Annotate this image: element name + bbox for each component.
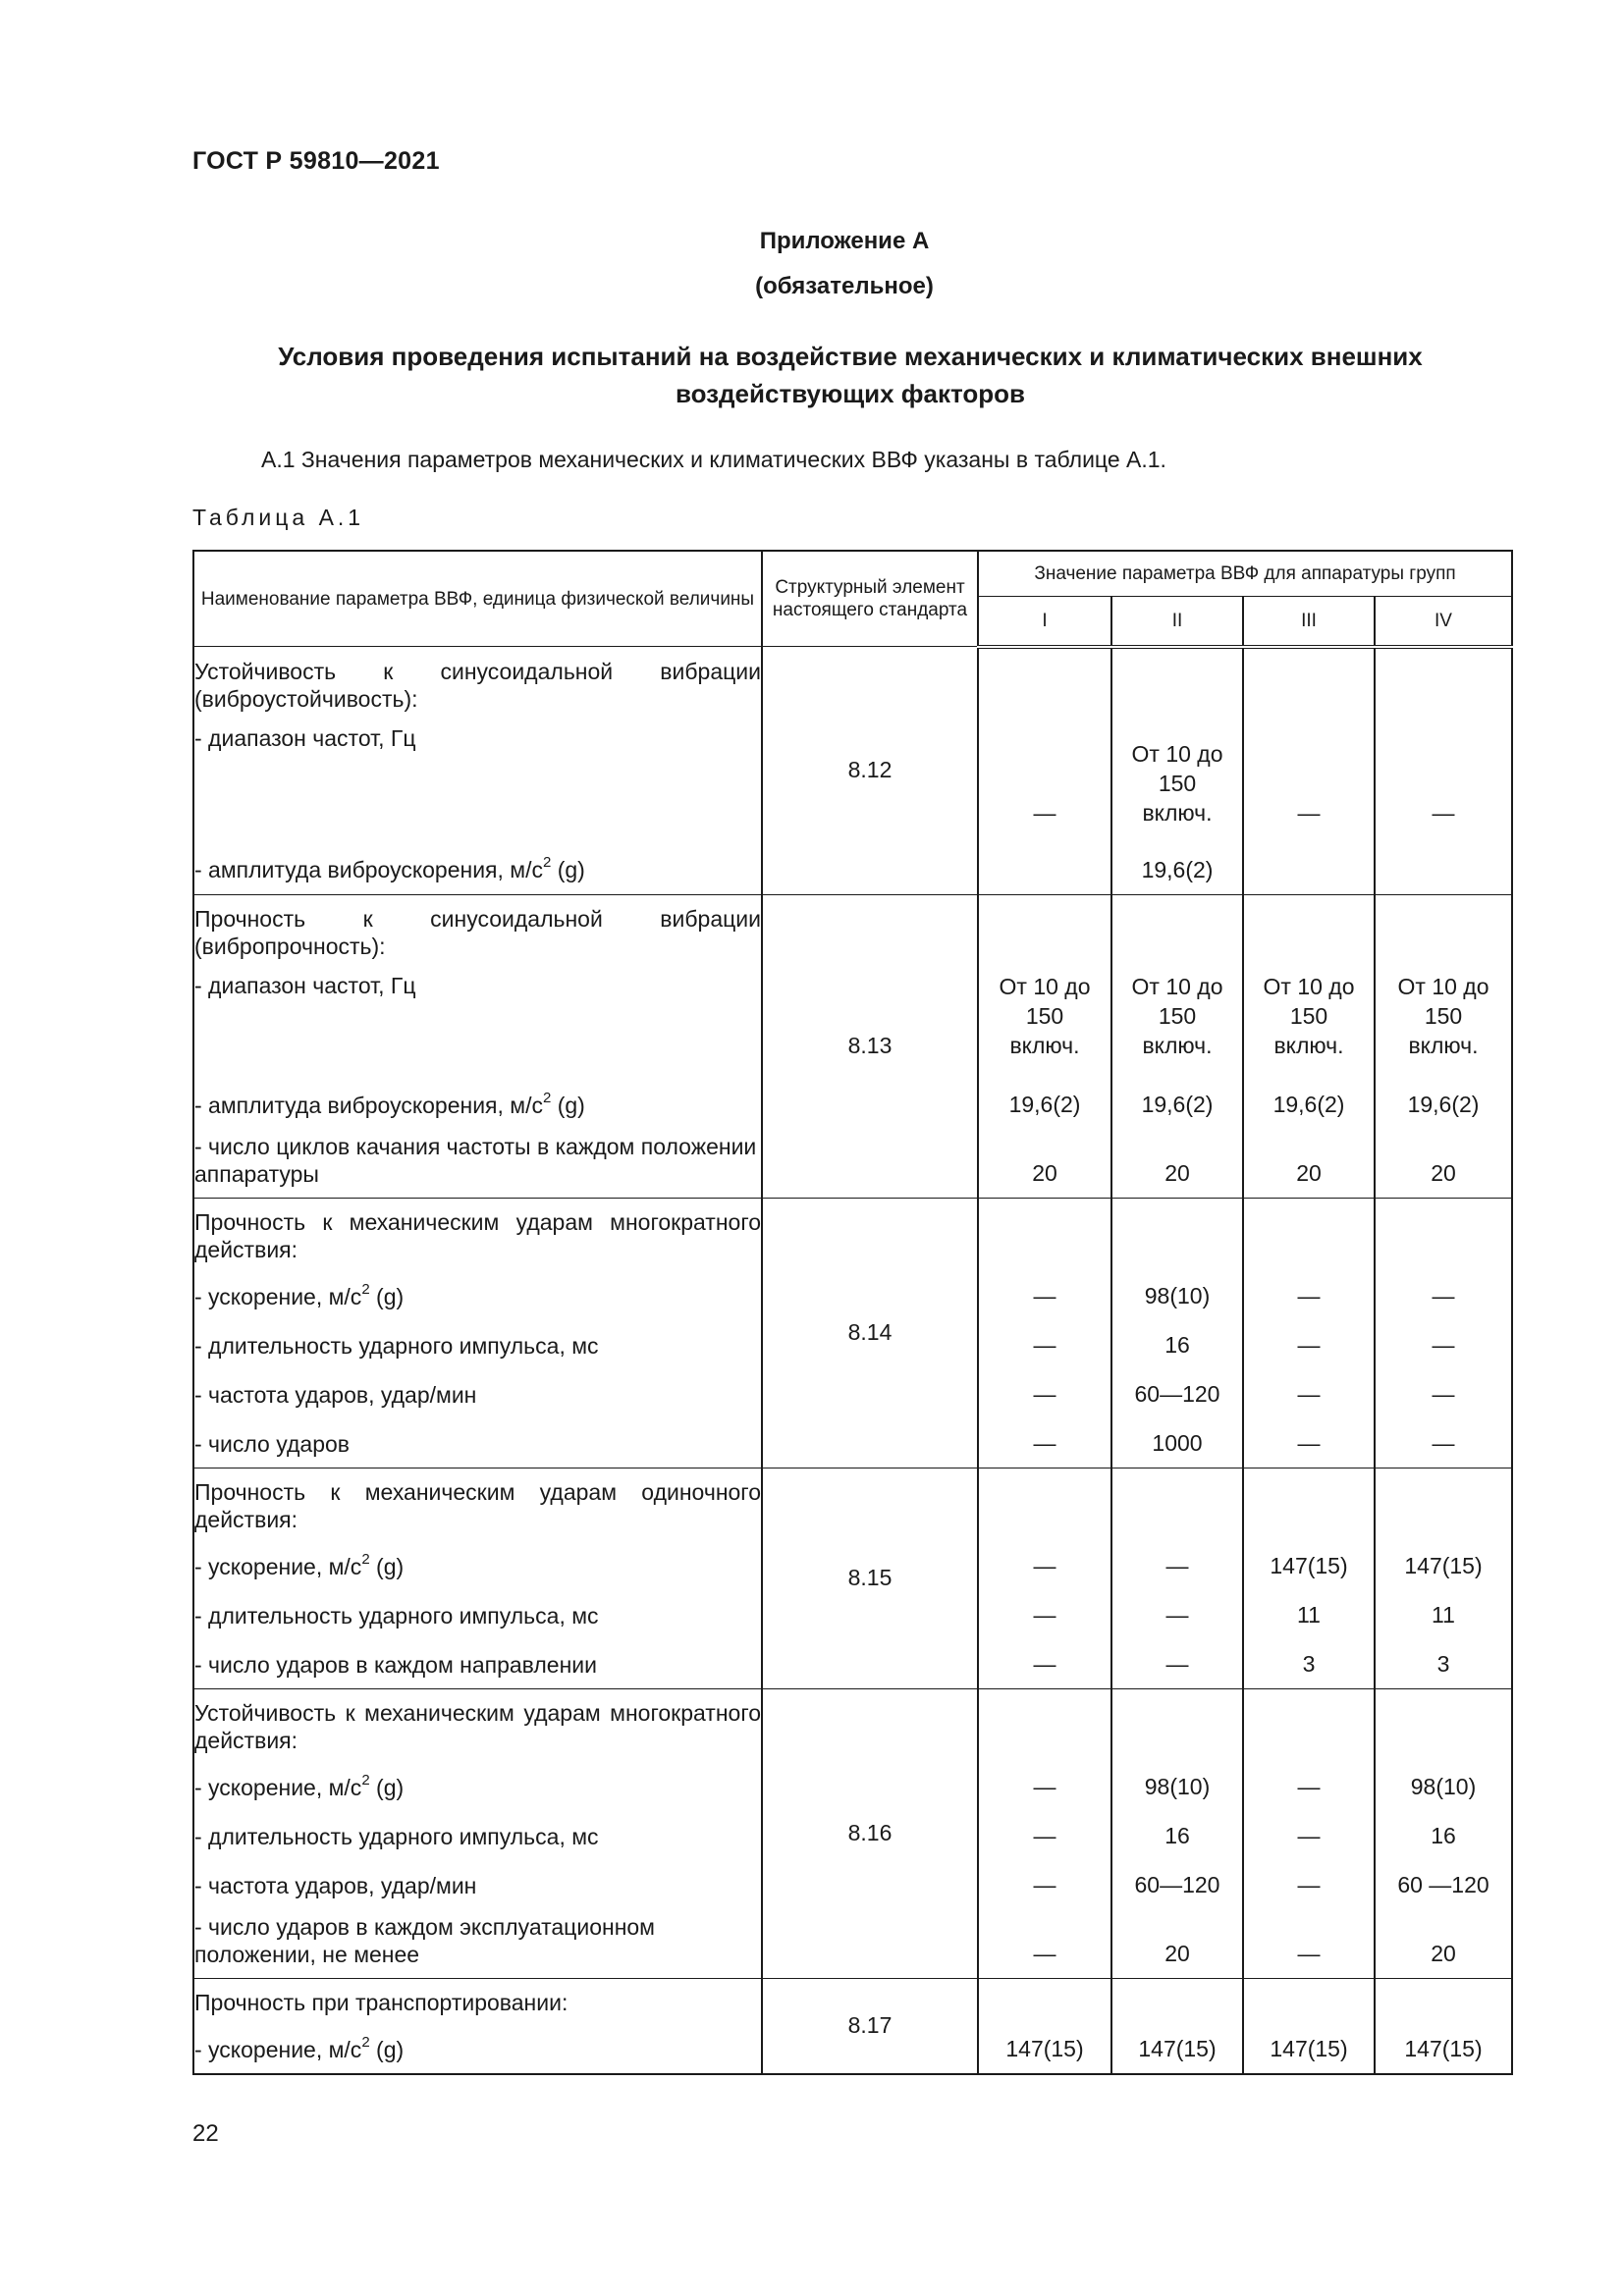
param-group-title: Устойчивость к синусоидальной вибрации (виброустойчивость): xyxy=(194,658,761,712)
value: — xyxy=(1297,1331,1321,1358)
element-cell: 8.12 xyxy=(762,647,978,895)
value: — xyxy=(1033,799,1056,826)
value: 11 xyxy=(1297,1601,1321,1628)
value: 19,6(2) xyxy=(1008,1091,1081,1117)
element-cell: 8.13 xyxy=(762,894,978,1198)
table-row xyxy=(193,1978,1512,2074)
param-label: - ускорение, $м/с^2$ (g) xyxy=(194,1280,405,1309)
param-label: - ускорение, $м/с^2$ (g) xyxy=(194,2033,405,2062)
table-row xyxy=(193,1198,1512,1468)
value: От 10 до 150 включ. xyxy=(1131,740,1223,826)
header-param: Наименование параметра ВВФ, единица физической величины xyxy=(193,551,762,647)
value: — xyxy=(1165,1601,1189,1628)
annex-subtitle: (обязательное) xyxy=(755,273,934,299)
value: 1000 xyxy=(1152,1429,1203,1456)
value: — xyxy=(1033,1601,1056,1628)
value-cell xyxy=(978,894,1111,1198)
value-cell xyxy=(978,647,1111,895)
value: 20 xyxy=(1164,1159,1190,1186)
value: 60—120 xyxy=(1134,1380,1220,1407)
value: — xyxy=(1297,1282,1321,1308)
value: — xyxy=(1165,1552,1189,1578)
value: 147(15) xyxy=(1404,1552,1483,1578)
header-element: Структурный элемент настоящего стандарта xyxy=(762,551,978,647)
value-cell xyxy=(1111,1468,1243,1688)
value: — xyxy=(1297,799,1321,826)
value-cell xyxy=(1111,1978,1243,2074)
header-group-1: I xyxy=(978,596,1111,646)
value: — xyxy=(1033,1773,1056,1799)
value: — xyxy=(1297,1940,1321,1966)
param-cell xyxy=(193,1978,762,2074)
value-cell xyxy=(1243,1978,1375,2074)
value: — xyxy=(1432,1429,1455,1456)
param-label: - ускорение, $м/с^2$ (g) xyxy=(194,1550,405,1579)
value-cell xyxy=(1111,894,1243,1198)
value: — xyxy=(1033,1331,1056,1358)
value: 20 xyxy=(1032,1159,1057,1186)
annex-title: Приложение А xyxy=(759,228,930,254)
value: 60 —120 xyxy=(1397,1871,1489,1897)
value: — xyxy=(1033,1871,1056,1897)
param-label: - длительность ударного импульса, мс xyxy=(194,1332,599,1359)
value-cell xyxy=(978,1978,1111,2074)
table-row xyxy=(193,894,1512,1198)
element-cell: 8.14 xyxy=(762,1198,978,1468)
value: 60—120 xyxy=(1134,1871,1220,1897)
param-cell xyxy=(193,894,762,1198)
param-group-title: Прочность к синусоидальной вибрации (вибропрочность): xyxy=(194,905,761,959)
value: 19,6(2) xyxy=(1141,1091,1214,1117)
param-label: - диапазон частот, Гц xyxy=(194,972,416,998)
table-row xyxy=(193,647,1512,895)
value: — xyxy=(1033,1650,1056,1677)
value: — xyxy=(1033,1552,1056,1578)
value: 11 xyxy=(1432,1601,1455,1628)
value: — xyxy=(1165,1650,1189,1677)
param-label: - число ударов в каждом направлении xyxy=(194,1651,597,1678)
param-cell xyxy=(193,647,762,895)
param-label: - длительность ударного импульса, мс xyxy=(194,1602,599,1629)
param-cell xyxy=(193,1468,762,1688)
header-group-3: III xyxy=(1243,596,1375,646)
value xyxy=(979,839,1110,884)
value: — xyxy=(1432,1282,1455,1308)
value: 16 xyxy=(1164,1822,1190,1848)
value-cell xyxy=(1243,1688,1375,1978)
value: 147(15) xyxy=(1005,2035,1084,2061)
value: 98(10) xyxy=(1410,1773,1477,1799)
element-cell: 8.16 xyxy=(762,1688,978,1978)
value-cell xyxy=(1243,1198,1375,1468)
value-cell xyxy=(1375,1978,1512,2074)
param-label: - амплитуда виброускорения, $м/с^2$ (g) xyxy=(194,1089,585,1118)
value-cell xyxy=(1243,894,1375,1198)
header-group-2: II xyxy=(1111,596,1243,646)
value: 16 xyxy=(1164,1331,1190,1358)
param-cell xyxy=(193,1688,762,1978)
value-cell xyxy=(1375,1688,1512,1978)
value: 98(10) xyxy=(1144,1773,1211,1799)
parameters-table xyxy=(192,550,1513,2075)
value: — xyxy=(1033,1940,1056,1966)
value-cell xyxy=(1111,1198,1243,1468)
value-cell xyxy=(1375,1468,1512,1688)
value: 147(15) xyxy=(1270,1552,1348,1578)
value: — xyxy=(1297,1871,1321,1897)
param-label: - частота ударов, удар/мин xyxy=(194,1381,477,1408)
param-group-title: Прочность при транспортировании: xyxy=(194,1989,568,2015)
value: От 10 до 150 включ. xyxy=(1263,973,1355,1058)
value: От 10 до 150 включ. xyxy=(999,973,1091,1058)
document-id: ГОСТ Р 59810—2021 xyxy=(192,147,440,175)
value xyxy=(1244,839,1374,884)
param-cell xyxy=(193,1198,762,1468)
param-group-title: Прочность к механическим ударам многократного действия: xyxy=(194,1208,761,1262)
value-cell xyxy=(1375,647,1512,895)
value: — xyxy=(1432,1331,1455,1358)
param-label: - диапазон частот, Гц xyxy=(194,724,416,751)
param-group-title: Прочность к механическим ударам одиночного действия: xyxy=(194,1478,761,1532)
value: — xyxy=(1033,1380,1056,1407)
value-cell xyxy=(978,1198,1111,1468)
header-group-4: IV xyxy=(1375,596,1512,646)
value-cell xyxy=(1375,1198,1512,1468)
value: — xyxy=(1297,1380,1321,1407)
param-label: - число ударов в каждом эксплуатационном положении, не менее xyxy=(194,1913,655,1967)
value-cell xyxy=(978,1688,1111,1978)
value: — xyxy=(1297,1822,1321,1848)
page-number: 22 xyxy=(192,2120,219,2147)
value-cell xyxy=(1111,1688,1243,1978)
value: 20 xyxy=(1431,1159,1456,1186)
value: — xyxy=(1432,799,1455,826)
value: — xyxy=(1033,1282,1056,1308)
intro-paragraph: А.1 Значения параметров механических и климатических ВВФ указаны в таблице А.1. xyxy=(261,447,1166,472)
param-label: - число циклов качания частоты в каждом положении аппаратуры xyxy=(194,1133,757,1187)
value-cell xyxy=(978,1468,1111,1688)
value: 3 xyxy=(1436,1650,1450,1677)
value: 147(15) xyxy=(1270,2035,1348,2061)
element-cell: 8.15 xyxy=(762,1468,978,1688)
value-cell xyxy=(1375,894,1512,1198)
param-label: - длительность ударного импульса, мс xyxy=(194,1823,599,1849)
value: — xyxy=(1432,1380,1455,1407)
header-groups: Значение параметра ВВФ для аппаратуры групп xyxy=(978,551,1512,596)
value: 16 xyxy=(1431,1822,1456,1848)
param-label: - число ударов xyxy=(194,1430,350,1457)
param-label: - амплитуда виброускорения, $м/с^2$ (g) xyxy=(194,854,585,882)
value: 147(15) xyxy=(1138,2035,1217,2061)
value-cell xyxy=(1111,647,1243,895)
value: — xyxy=(1297,1429,1321,1456)
table-row xyxy=(193,1688,1512,1978)
value: 3 xyxy=(1302,1650,1316,1677)
value: 19,6(2) xyxy=(1407,1091,1480,1117)
table-row xyxy=(193,1468,1512,1688)
value: 98(10) xyxy=(1144,1282,1211,1308)
param-group-title: Устойчивость к механическим ударам многократного действия: xyxy=(194,1699,761,1753)
value: 19,6(2) xyxy=(1141,856,1214,882)
value: 147(15) xyxy=(1404,2035,1483,2061)
value: 20 xyxy=(1164,1940,1190,1966)
value: — xyxy=(1033,1822,1056,1848)
value: — xyxy=(1033,1429,1056,1456)
value: От 10 до 150 включ. xyxy=(1397,973,1489,1058)
value-cell xyxy=(1243,647,1375,895)
value: — xyxy=(1297,1773,1321,1799)
value-cell xyxy=(1243,1468,1375,1688)
value: 20 xyxy=(1431,1940,1456,1966)
value: От 10 до 150 включ. xyxy=(1131,973,1223,1058)
value xyxy=(1376,839,1511,884)
param-label: - частота ударов, удар/мин xyxy=(194,1872,477,1898)
value: 19,6(2) xyxy=(1272,1091,1345,1117)
value: 20 xyxy=(1296,1159,1322,1186)
section-title: Условия проведения испытаний на воздействие механических и климатических внешних воздействующих факторов xyxy=(278,342,1423,408)
element-cell: 8.17 xyxy=(762,1978,978,2074)
table-caption: Таблица А.1 xyxy=(192,505,365,530)
param-label: - ускорение, $м/с^2$ (g) xyxy=(194,1771,405,1800)
